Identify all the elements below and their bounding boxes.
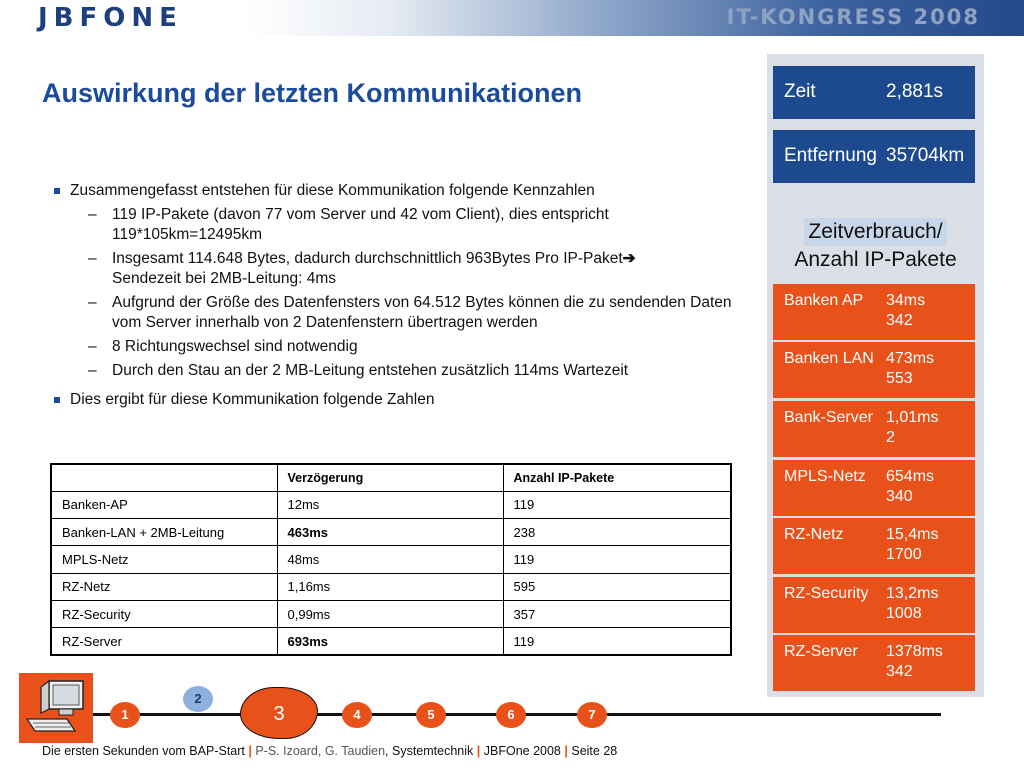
table-row	[51, 628, 731, 655]
table-row	[51, 491, 731, 518]
segment-packets: 2	[886, 429, 895, 446]
table-cell: 595	[503, 573, 731, 600]
segment-time: 13,2ms	[886, 585, 939, 602]
segment-packets: 1008	[886, 605, 922, 622]
table-cell: RZ-Server	[51, 628, 277, 655]
segment-label: RZ-Server	[784, 643, 858, 660]
heading-line: Zeitverbrauch/	[804, 218, 946, 246]
segment-packets: 553	[886, 370, 913, 387]
step-4-marker[interactable]: 4	[342, 702, 372, 728]
segment-box	[773, 342, 975, 398]
segment-box	[773, 401, 975, 457]
table-row	[51, 519, 731, 546]
footer-department: , Systemtechnik	[385, 744, 474, 758]
segment-box	[773, 284, 975, 340]
bullet-item	[52, 390, 742, 410]
total-time-box	[773, 66, 975, 119]
segment-time: 473ms	[886, 350, 935, 367]
segment-time: 15,4ms	[886, 526, 939, 543]
footer-separator: |	[564, 744, 568, 758]
slide-title: Auswirkung der letzten Kommunikationen	[42, 78, 583, 108]
bullet-text: Dies ergibt für diese Kommunikation folgende Zahlen	[70, 391, 435, 408]
distance-label: Entfernung	[784, 145, 877, 166]
step-3-marker-current[interactable]: 3	[240, 687, 318, 739]
segment-label: Banken AP	[784, 292, 864, 309]
distance-value: 35704km	[886, 145, 965, 166]
dash-icon: –	[88, 362, 97, 379]
segment-time: 1378ms	[886, 643, 943, 660]
footer-authors: P-S. Izoard, G. Taudien	[255, 744, 386, 758]
table-cell: 1,16ms	[277, 573, 503, 600]
sub-bullet-text: Durch den Stau an der 2 MB-Leitung entstehen zusätzlich 114ms Wartezeit	[112, 362, 629, 379]
sub-bullet-text: 119 IP-Pakete (davon 77 vom Server und 42 vom Client), dies entspricht 119*105km=12495km	[112, 206, 609, 243]
table-cell: 119	[503, 628, 731, 655]
table-cell: MPLS-Netz	[51, 546, 277, 573]
table-header-cell: Anzahl IP-Pakete	[503, 464, 731, 491]
step-7-marker[interactable]: 7	[577, 702, 607, 728]
total-time-value: 2,881s	[886, 81, 944, 102]
segment-box	[773, 635, 975, 691]
heading-line: Anzahl IP-Pakete	[794, 248, 957, 271]
table-cell: 0,99ms	[277, 600, 503, 627]
table-cell: 357	[503, 600, 731, 627]
footer-event: JBFOne 2008	[483, 744, 561, 758]
segment-label: RZ-Security	[784, 585, 869, 602]
sub-bullet-text: Insgesamt 114.648 Bytes, dadurch durchschnittlich 963Bytes Pro IP-Paket	[112, 250, 623, 267]
segment-time: 654ms	[886, 468, 935, 485]
table-cell: Banken-AP	[51, 491, 277, 518]
footer-separator: |	[476, 744, 481, 758]
table-cell: 119	[503, 491, 731, 518]
step-5-marker[interactable]: 5	[416, 702, 446, 728]
segment-packets: 342	[886, 312, 913, 329]
table-row	[51, 546, 731, 573]
dash-icon: –	[88, 250, 97, 267]
dash-icon: –	[88, 206, 97, 223]
sub-bullet-item	[52, 361, 742, 381]
table-cell: 48ms	[277, 546, 503, 573]
segment-label: Banken LAN	[784, 350, 874, 367]
segment-packets: 1700	[886, 546, 922, 563]
table-cell: RZ-Netz	[51, 573, 277, 600]
sub-bullet-text: Sendezeit bei 2MB-Leitung: 4ms	[112, 270, 337, 287]
segment-label: Bank-Server	[784, 409, 873, 426]
footer-topic: Die ersten Sekunden vom BAP-Start	[42, 744, 245, 758]
square-bullet-icon	[54, 397, 60, 403]
table-header-cell	[51, 464, 277, 491]
footer-separator: |	[248, 744, 252, 758]
footer-page: Seite 28	[571, 744, 618, 758]
table-row	[51, 600, 731, 627]
table-cell: 12ms	[277, 491, 503, 518]
table-cell: RZ-Security	[51, 600, 277, 627]
table-cell: 238	[503, 519, 731, 546]
total-time-label: Zeit	[784, 81, 816, 102]
sub-bullet-item	[52, 337, 742, 357]
congress-label: IT-KONGRESS 2008	[726, 5, 980, 29]
jbfone-logo: JBFONE	[38, 3, 183, 33]
step-1-marker[interactable]: 1	[110, 702, 140, 728]
distance-box	[773, 130, 975, 183]
header-banner	[0, 0, 1024, 36]
bullet-text: Zusammengefasst entstehen für diese Kommunikation folgende Kennzahlen	[70, 182, 595, 199]
square-bullet-icon	[54, 188, 60, 194]
sub-bullet-item	[52, 293, 742, 333]
step-6-marker[interactable]: 6	[496, 702, 526, 728]
dash-icon: –	[88, 294, 97, 311]
bullet-list	[52, 181, 742, 414]
segment-time: 34ms	[886, 292, 926, 309]
segment-box	[773, 518, 975, 574]
sub-bullet-item	[52, 205, 742, 245]
segment-label: MPLS-Netz	[784, 468, 866, 485]
dash-icon: –	[88, 338, 97, 355]
segment-packets: 340	[886, 488, 913, 505]
table-cell: 693ms	[277, 628, 503, 655]
segment-packets: 342	[886, 663, 913, 680]
table-cell: Banken-LAN + 2MB-Leitung	[51, 519, 277, 546]
computer-icon	[19, 673, 93, 743]
segment-label: RZ-Netz	[784, 526, 844, 543]
delay-table	[50, 463, 732, 656]
table-header-row	[51, 464, 731, 491]
arrow-right-icon: ➔	[622, 250, 636, 267]
slide-footer	[42, 744, 617, 758]
table-row	[51, 573, 731, 600]
segment-box	[773, 460, 975, 516]
sub-bullet-item	[52, 249, 742, 289]
table-cell: 119	[503, 546, 731, 573]
sub-bullet-text: Aufgrund der Größe des Datenfensters von 64.512 Bytes können die zu sendenden Daten vom Server innerhalb von 2 Datenfenstern übertragen werden	[112, 294, 732, 331]
sub-bullet-text: 8 Richtungswechsel sind notwendig	[112, 338, 358, 355]
segment-time: 1,01ms	[886, 409, 939, 426]
step-2-marker[interactable]: 2	[183, 686, 213, 712]
segment-box	[773, 577, 975, 633]
time-per-packet-heading	[767, 218, 984, 274]
bullet-item	[52, 181, 742, 201]
table-cell: 463ms	[277, 519, 503, 546]
table-header-cell: Verzögerung	[277, 464, 503, 491]
